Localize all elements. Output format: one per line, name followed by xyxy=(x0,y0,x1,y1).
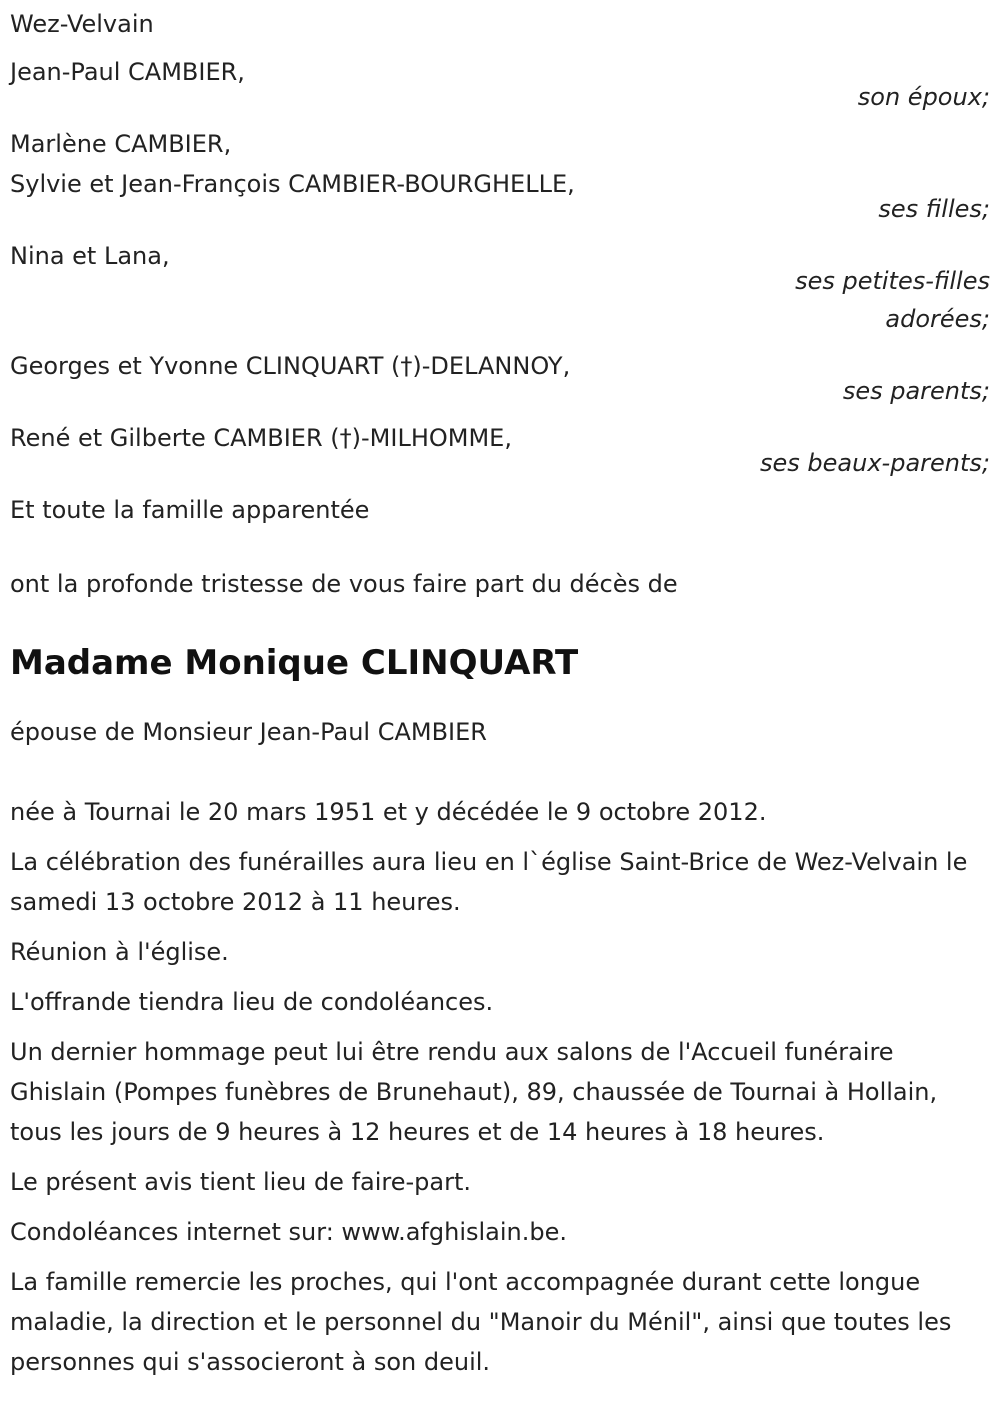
family-name-line: Georges et Yvonne CLINQUART (†)-DELANNOY, xyxy=(10,352,571,380)
birth-death: née à Tournai le 20 mars 1951 et y décédée le 9 octobre 2012. xyxy=(10,798,767,826)
family-role: ses petites-filles xyxy=(795,267,990,295)
thanks-paragraph: La famille remercie les proches, qui l'ont accompagnée durant cette longue maladie, la direction et le personnel du "Manoir du Ménil", ainsi que toutes les personnes qui s'associeront à son deuil. xyxy=(10,1268,952,1376)
family-name-line: Nina et Lana, xyxy=(10,242,170,270)
gathering-paragraph: Réunion à l'église. xyxy=(10,938,229,966)
family-role: son époux; xyxy=(857,83,990,111)
family-role: ses beaux-parents; xyxy=(760,449,990,477)
family-role: ses parents; xyxy=(842,377,990,405)
family-name-line: Sylvie et Jean-François CAMBIER-BOURGHELLE, xyxy=(10,170,575,198)
deceased-name: Madame Monique CLINQUART xyxy=(10,643,579,683)
obituary-notice xyxy=(10,4,990,1382)
funeral-paragraph: La célébration des funérailles aura lieu en l`église Saint-Brice de Wez-Velvain le samedi 13 octobre 2012 à 11 heures. xyxy=(10,848,968,916)
family-name-line: René et Gilberte CAMBIER (†)-MILHOMME, xyxy=(10,424,512,452)
tribute-paragraph: Un dernier hommage peut lui être rendu aux salons de l'Accueil funéraire Ghislain (Pompes funèbres de Brunehaut), 89, chaussée de Tournai à Hollain, tous les jours de 9 heures à 12 heures et de 14 heures à 18 heures. xyxy=(10,1038,938,1146)
family-rest: Et toute la famille apparentée xyxy=(10,496,370,524)
announcement: ont la profonde tristesse de vous faire part du décès de xyxy=(10,570,678,598)
family-name-line: Jean-Paul CAMBIER, xyxy=(10,58,245,86)
family-role: adorées; xyxy=(885,305,990,333)
family-name-line: Marlène CAMBIER, xyxy=(10,130,232,158)
spouse-line: épouse de Monsieur Jean-Paul CAMBIER xyxy=(10,718,487,746)
family-role: ses filles; xyxy=(878,195,990,223)
condolences-paragraph: Condoléances internet sur: www.afghislain.be. xyxy=(10,1218,568,1246)
offering-paragraph: L'offrande tiendra lieu de condoléances. xyxy=(10,988,494,1016)
location: Wez-Velvain xyxy=(10,10,154,38)
notice-paragraph: Le présent avis tient lieu de faire-part. xyxy=(10,1168,472,1196)
